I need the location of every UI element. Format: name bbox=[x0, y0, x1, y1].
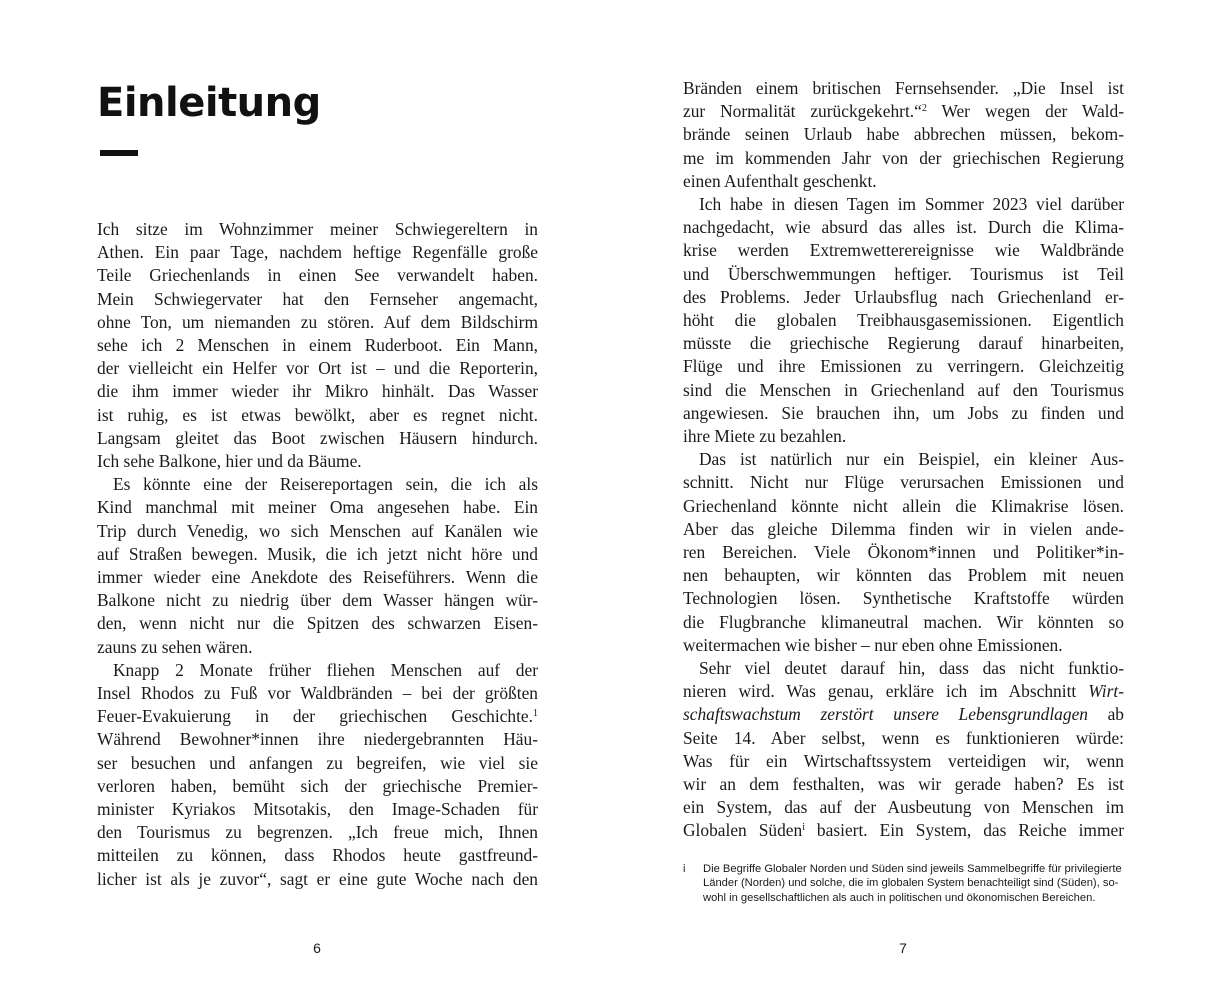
text-line: einen Aufenthalt geschenkt. bbox=[683, 170, 877, 191]
text-line: Mein Schwiegervater hat den Fernseher angemacht, bbox=[97, 288, 538, 309]
text-line: Bränden einem britischen Fernsehsender. „Die Insel ist bbox=[683, 78, 1124, 98]
text-line: immer wieder eine Anekdote des Reiseführers. Wenn die bbox=[97, 567, 538, 587]
text-line: die Flugbranche klimaneutral machen. Wir könnten so bbox=[683, 611, 1124, 632]
text-line: Ich sehe Balkone, hier und da Bäume. bbox=[97, 451, 362, 471]
text-line: weitermachen wie bisher – nur eben ohne Emissionen. bbox=[683, 634, 1063, 655]
footnote-reference: 1 bbox=[533, 708, 538, 720]
text-line: nieren wird. Was genau, erkläre ich im Abschnitt Wirt- bbox=[683, 681, 1124, 702]
text-line: brände seinen Urlaub habe abbrechen müssen, bekom- bbox=[683, 124, 1124, 145]
text-line: Seite 14. Aber selbst, wenn es funktionieren würde: bbox=[683, 727, 1124, 748]
text-line: Technologien lösen. Synthetische Kraftstoffe würden bbox=[683, 588, 1124, 609]
footnote-line: wohl in gesellschaftlichen als auch in politischen und ökonomischen Bereichen. bbox=[703, 891, 1096, 904]
text-line: ohne Ton, um niemanden zu stören. Auf dem Bildschirm bbox=[97, 311, 538, 332]
text-line: Athen. Ein paar Tage, nachdem heftige Regenfälle große bbox=[97, 242, 538, 263]
text-line: Es könnte eine der Reisereportagen sein, die ich als bbox=[113, 474, 538, 495]
text-line: ist ruhig, es ist etwas bewölkt, aber es regnet nicht. bbox=[97, 404, 538, 425]
text-line: krise werden Extremwetterereignisse wie Waldbrände bbox=[683, 240, 1124, 261]
text-line: Sehr viel deutet darauf hin, dass das nicht funktio- bbox=[699, 658, 1124, 678]
page-number-right: 7 bbox=[899, 940, 907, 956]
text-line: müsste die griechische Regierung darauf hinarbeiten, bbox=[683, 333, 1124, 354]
text-line: nachgedacht, wie absurd das alles ist. Durch die Klima- bbox=[683, 217, 1124, 238]
text-line: ren Bereichen. Viele Ökonom*innen und Politiker*in- bbox=[683, 542, 1124, 562]
text-line: den Tourismus zu begrenzen. „Ich freue mich, Ihnen bbox=[97, 822, 538, 843]
text-line: Das ist natürlich nur ein Beispiel, ein kleiner Aus- bbox=[699, 449, 1124, 470]
text-line: wir an dem festhalten, was wir gerade haben? Es ist bbox=[683, 774, 1124, 794]
text-line: licher ist als je zuvor“, sagt er eine gute Woche nach den bbox=[97, 868, 538, 889]
footnote-line: Die Begriffe Globaler Norden und Süden sind jeweils Sammelbegriffe für privilegierte bbox=[703, 863, 1122, 875]
text-line: der vielleicht ein Helfer vor Ort ist – und die Reporterin, bbox=[97, 358, 538, 379]
heading-rule bbox=[100, 150, 138, 156]
text-line: Ich sitze im Wohnzimmer meiner Schwiegereltern in bbox=[97, 219, 538, 239]
text-line: angewiesen. Sie brauchen ihn, um Jobs zu finden und bbox=[683, 402, 1124, 423]
text-line: Balkone nicht zu niedrig über dem Wasser hängen wür- bbox=[97, 590, 538, 611]
text-line: minister Kyriakos Mitsotakis, den Image-Schaden für bbox=[97, 799, 538, 819]
text-line: zur Normalität zurückgekehrt.“$^2$ Wer wegen der Wald- bbox=[683, 101, 1124, 122]
footnote-reference: i bbox=[802, 822, 805, 834]
text-line: Langsam gleitet das Boot zwischen Häusern hindurch. bbox=[97, 427, 538, 448]
text-line: Ich habe in diesen Tagen im Sommer 2023 viel darüber bbox=[699, 194, 1124, 214]
right-page bbox=[610, 0, 1220, 1000]
text-line: Griechenland könnte nicht allein die Klimakrise lösen. bbox=[683, 495, 1124, 516]
text-line: auf Straßen bewegen. Musik, die ich jetzt nicht höre und bbox=[97, 543, 538, 564]
text-line: sind die Menschen in Griechenland auf den Tourismus bbox=[683, 379, 1124, 400]
text-line: den, wenn nicht nur die Spitzen des schwarzen Eisen- bbox=[97, 613, 538, 634]
text-line: Globalen Süden$^i$ basiert. Ein System, das Reiche immer bbox=[683, 820, 1124, 841]
text-line: ihre Miete zu bezahlen. bbox=[683, 426, 847, 446]
text-line: sehe ich 2 Menschen in einem Ruderboot. Ein Mann, bbox=[97, 335, 538, 355]
text-line: Insel Rhodos zu Fuß vor Waldbränden – bei der größten bbox=[97, 683, 538, 703]
text-line: Was für ein Wirtschaftssystem verteidigen wir, wenn bbox=[683, 750, 1124, 771]
text-line: Flüge und ihre Emissionen zu verringern. Gleichzeitig bbox=[683, 356, 1124, 377]
text-line: zauns zu sehen wären. bbox=[97, 636, 253, 657]
text-line: verloren haben, bemüht sich der griechische Premier- bbox=[97, 775, 538, 796]
text-line: ein System, das auf der Ausbeutung von Menschen im bbox=[683, 797, 1124, 818]
text-line: Teile Griechenlands in einen See verwandelt haben. bbox=[97, 265, 538, 286]
text-line: mitteilen zu können, dass Rhodos heute gastfreund- bbox=[97, 845, 538, 866]
text-line: höht die globalen Treibhausgasemissionen. Eigentlich bbox=[683, 310, 1124, 330]
text-line: Aber das gleiche Dilemma finden wir in vielen ande- bbox=[683, 518, 1124, 539]
footnote-line: Länder (Norden) und solche, die im globalen System benachteiligt sind (Süden), so- bbox=[703, 877, 1119, 890]
text-line: schnitt. Nicht nur Flüge verursachen Emissionen und bbox=[683, 472, 1124, 493]
text-line: und Überschwemmungen heftiger. Tourismus ist Teil bbox=[683, 263, 1124, 284]
text-line: ser besuchen und anfangen zu begreifen, wie viel sie bbox=[97, 752, 538, 773]
text-line: schaftswachstum zerstört unsere Lebensgrundlagen ab bbox=[683, 704, 1124, 725]
text-line: des Problems. Jeder Urlaubsflug nach Griechenland er- bbox=[683, 286, 1124, 307]
text-line: Während Bewohner*innen ihre niedergebrannten Häu- bbox=[97, 729, 538, 750]
footnote-marker: i bbox=[683, 863, 686, 875]
chapter-heading: Einleitung bbox=[97, 80, 321, 126]
text-line: Knapp 2 Monate früher fliehen Menschen auf der bbox=[113, 659, 538, 680]
text-line: Kind manchmal mit meiner Oma angesehen habe. Ein bbox=[97, 497, 538, 518]
text-line: Feuer-Evakuierung in der griechischen Geschichte.$^1$ bbox=[97, 706, 538, 727]
text-line: die ihm immer wieder ihr Mikro hinhält. Das Wasser bbox=[97, 381, 538, 402]
text-line: nen behaupten, wir könnten das Problem mit neuen bbox=[683, 565, 1124, 586]
footnote-reference: 2 bbox=[921, 103, 927, 115]
text-line: Trip durch Venedig, wo sich Menschen auf Kanälen wie bbox=[97, 520, 538, 541]
text-line: me im kommenden Jahr von der griechischen Regierung bbox=[683, 147, 1124, 168]
page-number-left: 6 bbox=[313, 940, 321, 956]
